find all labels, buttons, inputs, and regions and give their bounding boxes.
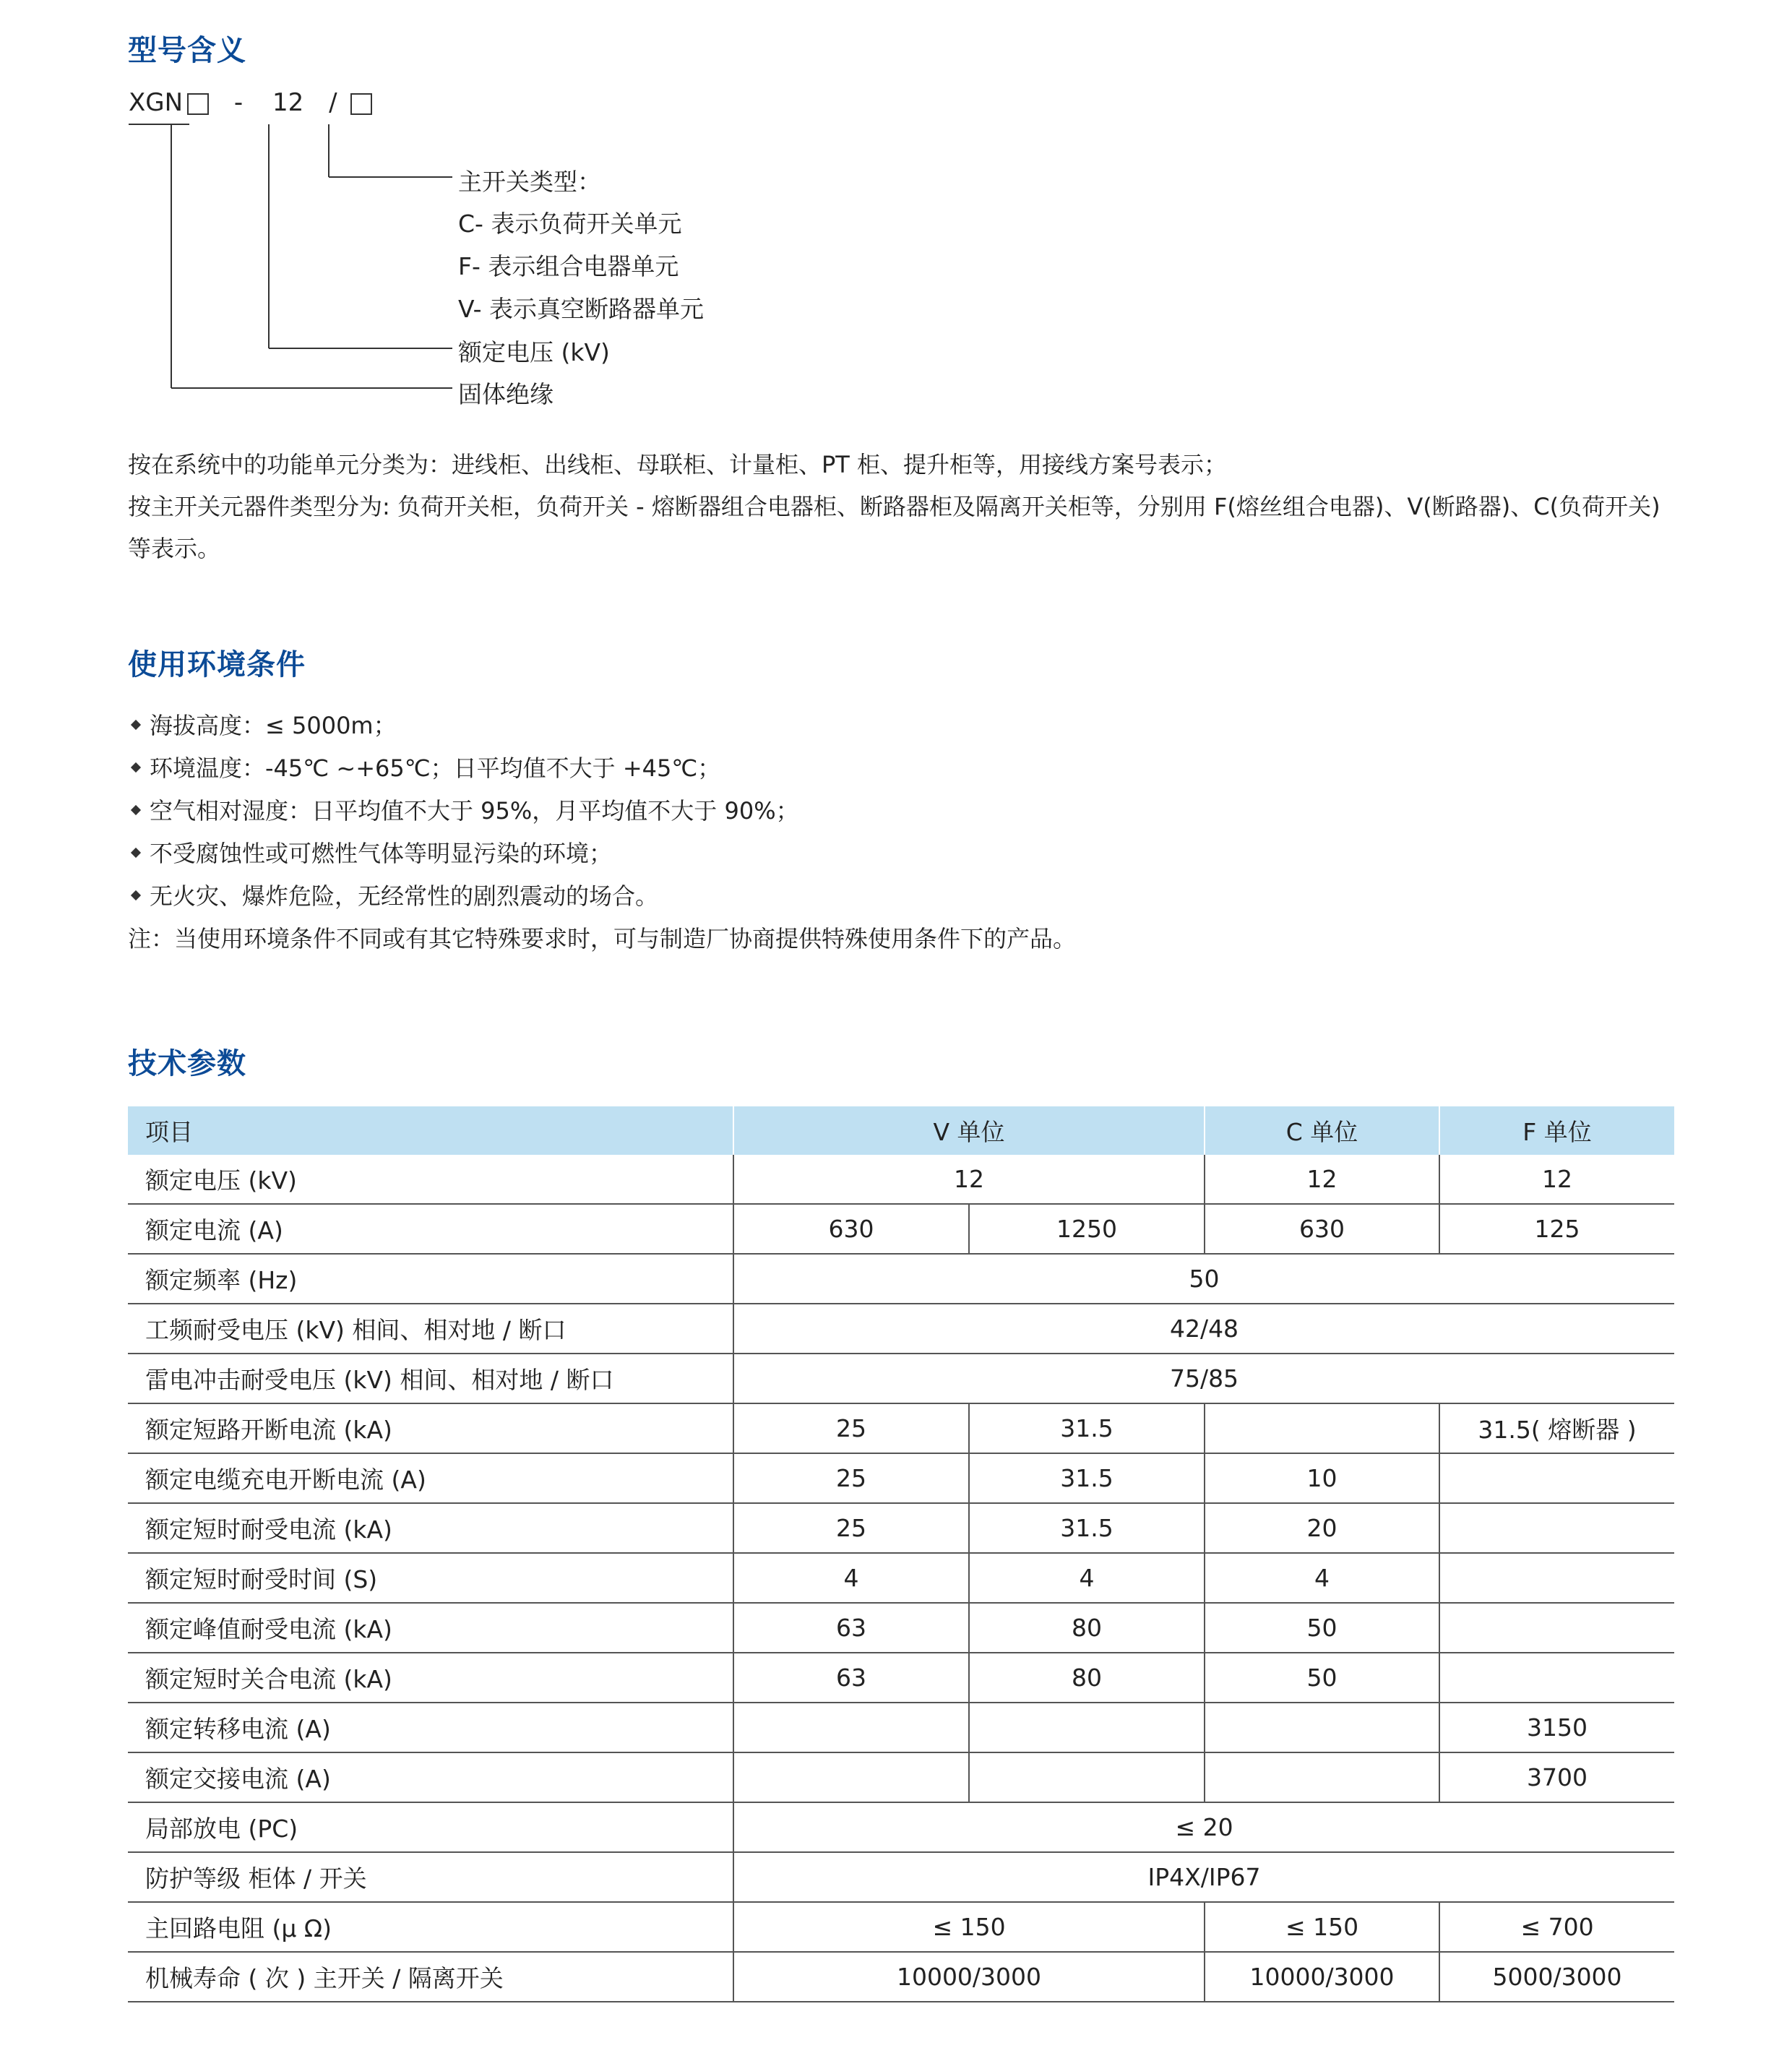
row-label: 额定短时耐受时间 (S) bbox=[128, 1553, 733, 1603]
table-row bbox=[128, 1354, 1674, 1403]
cell-v: 10000/3000 bbox=[733, 1952, 1205, 2002]
row-label: 额定短路开断电流 (kA) bbox=[128, 1403, 733, 1453]
cell-v2 bbox=[969, 1752, 1205, 1802]
paragraph: 按主开关元器件类型分为: 负荷开关柜，负荷开关 - 熔断器组合电器柜、断路器柜及隔离开关柜等，分别用 F(熔丝组合电器)、V(断路器)、C(负荷开关) bbox=[128, 493, 1660, 520]
table-row bbox=[128, 1155, 1674, 1204]
model-diagram-lines bbox=[0, 0, 1792, 434]
row-label: 局部放电 (PC) bbox=[128, 1802, 733, 1852]
cell-c bbox=[1205, 1752, 1439, 1802]
table-row bbox=[128, 1603, 1674, 1653]
model-label-insulation: 固体绝缘 bbox=[458, 380, 553, 408]
cell-all: ≤ 20 bbox=[733, 1802, 1674, 1852]
cell-all: 75/85 bbox=[733, 1354, 1674, 1403]
cell-v2: 31.5 bbox=[969, 1403, 1205, 1453]
cell-f: 31.5( 熔断器 ) bbox=[1439, 1403, 1674, 1453]
row-label: 额定电流 (A) bbox=[128, 1204, 733, 1254]
table-row bbox=[128, 1902, 1674, 1952]
row-label: 额定短时关合电流 (kA) bbox=[128, 1653, 733, 1703]
row-label: 额定峰值耐受电流 (kA) bbox=[128, 1603, 733, 1653]
cell-v1: 4 bbox=[733, 1553, 969, 1603]
cell-c: 4 bbox=[1205, 1553, 1439, 1603]
cell-c: 10 bbox=[1205, 1453, 1439, 1503]
header-item: 项目 bbox=[128, 1106, 733, 1155]
table-row bbox=[128, 1852, 1674, 1902]
table-row bbox=[128, 1453, 1674, 1503]
row-label: 额定电缆充电开断电流 (A) bbox=[128, 1453, 733, 1503]
section-title-env: 使用环境条件 bbox=[128, 648, 306, 681]
model-label-voltage: 额定电压 (kV) bbox=[458, 338, 610, 366]
cell-f: 3150 bbox=[1439, 1703, 1674, 1752]
model-dash: - bbox=[233, 88, 244, 117]
env-item: 空气相对湿度：日平均值不大于 95%，月平均值不大于 90%； bbox=[128, 793, 799, 826]
cell-v1: 63 bbox=[733, 1653, 969, 1703]
bullet-diamond-icon bbox=[131, 848, 141, 858]
table-row bbox=[128, 1703, 1674, 1752]
env-item: 不受腐蚀性或可燃性气体等明显污染的环境； bbox=[128, 835, 612, 869]
cell-f: 125 bbox=[1439, 1204, 1674, 1254]
table-row bbox=[128, 1952, 1674, 2002]
cell-v1: 25 bbox=[733, 1453, 969, 1503]
cell-v: 12 bbox=[733, 1155, 1205, 1204]
cell-c: ≤ 150 bbox=[1205, 1902, 1439, 1952]
cell-v2: 1250 bbox=[969, 1204, 1205, 1254]
cell-c: 630 bbox=[1205, 1204, 1439, 1254]
cell-v1: 25 bbox=[733, 1503, 969, 1553]
cell-v1 bbox=[733, 1703, 969, 1752]
spec-table bbox=[128, 1106, 1674, 2002]
table-header-row bbox=[128, 1106, 1674, 1155]
cell-f bbox=[1439, 1653, 1674, 1703]
table-row bbox=[128, 1403, 1674, 1453]
row-label: 额定电压 (kV) bbox=[128, 1155, 733, 1204]
header-f-unit: F 单位 bbox=[1439, 1106, 1674, 1155]
row-label: 额定短时耐受电流 (kA) bbox=[128, 1503, 733, 1553]
bullet-diamond-icon bbox=[131, 720, 141, 730]
model-label-f: F- 表示组合电器单元 bbox=[458, 252, 679, 280]
cell-v2: 80 bbox=[969, 1653, 1205, 1703]
row-label: 雷电冲击耐受电压 (kV) 相间、相对地 / 断口 bbox=[128, 1354, 733, 1403]
row-label: 防护等级 柜体 / 开关 bbox=[128, 1852, 733, 1902]
cell-v2: 80 bbox=[969, 1603, 1205, 1653]
cell-f bbox=[1439, 1553, 1674, 1603]
model-label-switch-type: 主开关类型： bbox=[458, 168, 601, 196]
paragraph: 等表示。 bbox=[128, 535, 221, 562]
env-item: 环境温度：-45℃ ~+65℃；日平均值不大于 +45℃； bbox=[128, 750, 720, 783]
cell-v2: 31.5 bbox=[969, 1503, 1205, 1553]
cell-v1 bbox=[733, 1752, 969, 1802]
cell-v2: 31.5 bbox=[969, 1453, 1205, 1503]
section-title-model: 型号含义 bbox=[128, 34, 246, 67]
cell-c: 20 bbox=[1205, 1503, 1439, 1553]
header-c-unit: C 单位 bbox=[1205, 1106, 1439, 1155]
section-title-tech: 技术参数 bbox=[128, 1047, 246, 1080]
table-row bbox=[128, 1802, 1674, 1852]
model-slash: / bbox=[329, 88, 337, 117]
cell-c: 12 bbox=[1205, 1155, 1439, 1204]
cell-v1: 63 bbox=[733, 1603, 969, 1653]
cell-c: 10000/3000 bbox=[1205, 1952, 1439, 2002]
row-label: 机械寿命 ( 次 ) 主开关 / 隔离开关 bbox=[128, 1952, 733, 2002]
bullet-diamond-icon bbox=[131, 805, 141, 815]
row-label: 额定转移电流 (A) bbox=[128, 1703, 733, 1752]
cell-f: ≤ 700 bbox=[1439, 1902, 1674, 1952]
cell-c: 50 bbox=[1205, 1653, 1439, 1703]
header-v-unit: V 单位 bbox=[733, 1106, 1205, 1155]
cell-f: 12 bbox=[1439, 1155, 1674, 1204]
bullet-diamond-icon bbox=[131, 890, 141, 900]
paragraph: 按在系统中的功能单元分类为：进线柜、出线柜、母联柜、计量柜、PT 柜、提升柜等，用接线方案号表示； bbox=[128, 451, 1228, 478]
table-row bbox=[128, 1553, 1674, 1603]
cell-f: 5000/3000 bbox=[1439, 1952, 1674, 2002]
cell-f bbox=[1439, 1453, 1674, 1503]
table-row bbox=[128, 1204, 1674, 1254]
cell-v2: 4 bbox=[969, 1553, 1205, 1603]
cell-v2 bbox=[969, 1703, 1205, 1752]
cell-f: 3700 bbox=[1439, 1752, 1674, 1802]
table-row bbox=[128, 1653, 1674, 1703]
model-prefix: XGN bbox=[129, 88, 184, 117]
table-row bbox=[128, 1503, 1674, 1553]
row-label: 主回路电阻 (μ Ω) bbox=[128, 1902, 733, 1952]
row-label: 额定交接电流 (A) bbox=[128, 1752, 733, 1802]
env-item: 海拔高度：≤ 5000m； bbox=[128, 707, 397, 741]
cell-v: ≤ 150 bbox=[733, 1902, 1205, 1952]
cell-c: 50 bbox=[1205, 1603, 1439, 1653]
bullet-diamond-icon bbox=[131, 762, 141, 773]
cell-v1: 25 bbox=[733, 1403, 969, 1453]
cell-all: IP4X/IP67 bbox=[733, 1852, 1674, 1902]
table-row bbox=[128, 1752, 1674, 1802]
row-label: 工频耐受电压 (kV) 相间、相对地 / 断口 bbox=[128, 1304, 733, 1354]
model-label-c: C- 表示负荷开关单元 bbox=[458, 210, 682, 238]
model-rated: 12 bbox=[272, 88, 304, 117]
cell-v1: 630 bbox=[733, 1204, 969, 1254]
cell-all: 42/48 bbox=[733, 1304, 1674, 1354]
row-label: 额定频率 (Hz) bbox=[128, 1254, 733, 1304]
cell-c bbox=[1205, 1703, 1439, 1752]
model-label-v: V- 表示真空断路器单元 bbox=[458, 295, 705, 323]
env-note: 注：当使用环境条件不同或有其它特殊要求时，可与制造厂协商提供特殊使用条件下的产品。 bbox=[128, 925, 1077, 952]
cell-all: 50 bbox=[733, 1254, 1674, 1304]
env-item: 无火灾、爆炸危险，无经常性的剧烈震动的场合。 bbox=[128, 878, 658, 911]
cell-f bbox=[1439, 1603, 1674, 1653]
table-row bbox=[128, 1254, 1674, 1304]
cell-c bbox=[1205, 1403, 1439, 1453]
table-row bbox=[128, 1304, 1674, 1354]
cell-f bbox=[1439, 1503, 1674, 1553]
